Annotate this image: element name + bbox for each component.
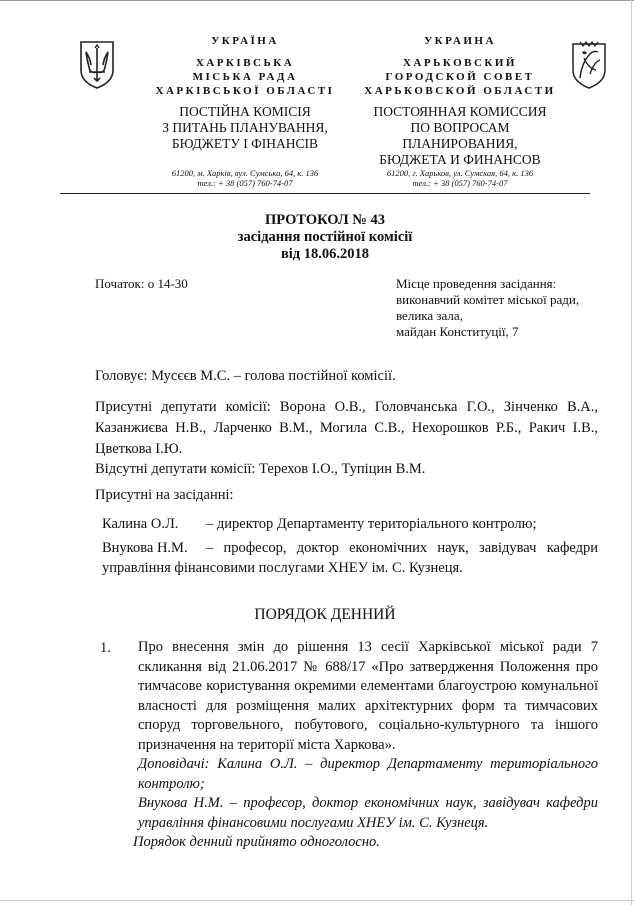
commission-name-line: ПО ВОПРОСАМ ПЛАНИРОВАНИЯ, bbox=[402, 120, 518, 151]
council-name-line: ХАРЬКОВСКОЙ ОБЛАСТИ bbox=[364, 85, 556, 97]
absent-deputies: Відсутні депутати комісії: Терехов І.О., Тупіцин В.М. bbox=[95, 461, 426, 477]
kharkiv-coat-of-arms-icon bbox=[570, 40, 608, 90]
agenda-adopted: Порядок денний прийнято одноголосно. bbox=[133, 834, 380, 850]
present-label: Присутні на засіданні: bbox=[95, 487, 234, 503]
agenda-speakers: Внукова Н.М. – професор, доктор економічних наук, завідувач кафедри управління фінансовими послугами ХНЕУ ім. С. Кузнеця. bbox=[138, 795, 598, 831]
address-left bbox=[150, 168, 340, 188]
scan-bottom-line bbox=[0, 900, 634, 901]
header-right bbox=[355, 34, 565, 168]
guest-role: – професор, доктор економічних наук, завідувач кафедри bbox=[206, 540, 598, 556]
scan-top-line bbox=[0, 0, 634, 1]
guest-role: – директор Департаменту територіального контролю; bbox=[206, 516, 537, 532]
agenda-heading: ПОРЯДОК ДЕННИЙ bbox=[254, 606, 396, 623]
council-name-line: ХАРКІВСЬКА bbox=[195, 57, 295, 69]
council-name-line: ХАРЬКОВСКИЙ bbox=[402, 57, 517, 69]
council-name-line: ХАРКІВСЬКОЇ ОБЛАСТІ bbox=[155, 85, 335, 97]
address-right bbox=[355, 168, 565, 188]
address-line: 61200, г. Харьков, ул. Сумская, 64, к. 136 bbox=[386, 168, 534, 178]
protocol-date: від 18.06.2018 bbox=[280, 246, 370, 262]
commission-name-line: БЮДЖЕТУ І ФІНАНСІВ bbox=[171, 136, 319, 151]
agenda-speakers: Доповідачі: Калина О.Л. – директор Департаменту територіального контролю; bbox=[138, 756, 598, 792]
guest-name: Внукова Н.М. bbox=[102, 540, 188, 556]
council-name-line: МІСЬКА РАДА bbox=[192, 71, 298, 83]
commission-name-line: ПОСТІЙНА КОМІСІЯ bbox=[179, 104, 311, 119]
present-deputies: Присутні депутати комісії: Ворона О.В., Головчанська Г.О., Зінченко В.А., Казанжиєва Н.В., Ларченко В.М., Могила С.В., Нехорошков Р.Б., Ракич І.В., Цветкова І.Ю. bbox=[95, 399, 598, 457]
venue-line: виконавчий комітет міської ради, bbox=[396, 292, 580, 307]
protocol-title: ПРОТОКОЛ № 43 bbox=[265, 212, 385, 228]
protocol-title-block bbox=[60, 212, 590, 263]
chair-line: Головує: Мусєєв М.С. – голова постійної комісії. bbox=[95, 368, 396, 384]
phone-line: тел.: + 38 (057) 760-74-07 bbox=[197, 178, 293, 188]
agenda-item-text: Про внесення змін до рішення 13 сесії Харківської міської ради 7 скликання від 21.06.2017 № 688/17 «Про затвердження Положення про тимчасове користування окремими елементами благоустрою комунальної власності для розміщення малих архітектурних форм та тимчасових споруд торговельного, побутового, соціально-культурного та іншого призначення на території міста Харкова». bbox=[138, 639, 598, 753]
agenda-item bbox=[138, 638, 598, 833]
guest-role-continuation: управління фінансовими послугами ХНЕУ ім. С. Кузнеця. bbox=[102, 560, 463, 576]
protocol-subtitle: засідання постійної комісії bbox=[237, 229, 413, 245]
header-divider bbox=[60, 193, 590, 194]
trident-coat-of-arms-icon bbox=[78, 40, 116, 90]
scan-right-line bbox=[631, 0, 632, 905]
country-name: УКРАЇНА bbox=[211, 35, 279, 47]
commission-name-line: З ПИТАНЬ ПЛАНУВАННЯ, bbox=[162, 120, 328, 135]
commission-name-line: ПОСТОЯННАЯ КОМИССИЯ bbox=[373, 104, 547, 119]
council-name-line: ГОРОДСКОЙ СОВЕТ bbox=[385, 71, 535, 83]
venue-line: велика зала, bbox=[396, 308, 463, 323]
header-left bbox=[150, 34, 340, 152]
guest-name: Калина О.Л. bbox=[102, 516, 179, 532]
venue-block bbox=[396, 276, 579, 340]
phone-line: тел.: + 38 (057) 760-74-07 bbox=[412, 178, 508, 188]
venue-line: майдан Конституції, 7 bbox=[396, 324, 519, 339]
address-line: 61200, м. Харків, вул. Сумська, 64, к. 136 bbox=[171, 168, 319, 178]
agenda-item-number: 1. bbox=[100, 640, 111, 656]
venue-line: Місце проведення засідання: bbox=[396, 276, 557, 291]
country-name: УКРАИНА bbox=[424, 35, 496, 47]
commission-name-line: БЮДЖЕТА И ФИНАНСОВ bbox=[379, 152, 541, 167]
start-time: Початок: о 14-30 bbox=[95, 276, 188, 291]
